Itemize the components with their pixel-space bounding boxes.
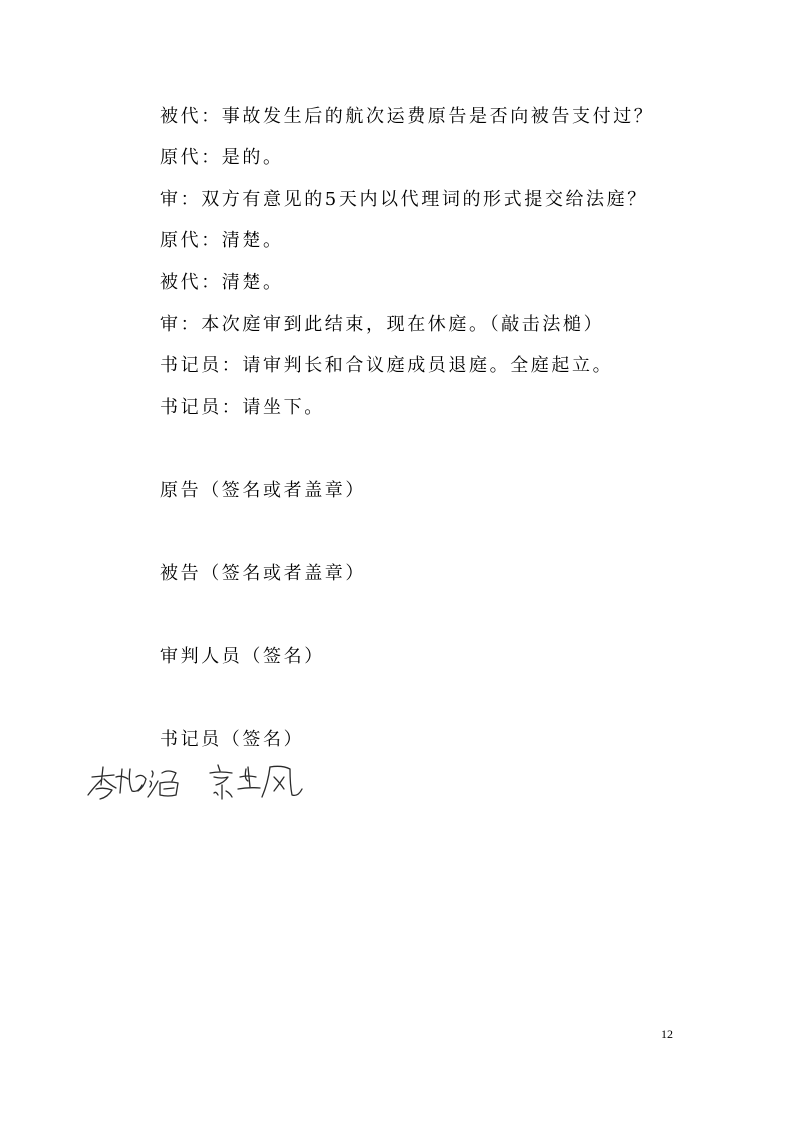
handwritten-signature-2: [210, 765, 302, 799]
judges-signature-label: 审判人员（签名）: [160, 646, 325, 667]
transcript-line-4: 原代：清楚。: [160, 230, 284, 251]
transcript-line-2: 原代：是的。: [160, 147, 284, 168]
plaintiff-signature-label: 原告（签名或者盖章）: [160, 480, 366, 501]
transcript-line-6: 审：本次庭审到此结束，现在休庭。（敲击法槌）: [160, 314, 605, 335]
transcript-line-7: 书记员：请审判长和合议庭成员退庭。全庭起立。: [160, 355, 614, 376]
page-number: 12: [661, 1027, 673, 1041]
transcript-line-3: 审：双方有意见的5天内以代理词的形式提交给法庭？: [160, 189, 648, 210]
transcript-line-1: 被代：事故发生后的航次运费原告是否向被告支付过？: [160, 106, 655, 127]
transcript-line-5: 被代：清楚。: [160, 272, 284, 293]
transcript-line-8: 书记员：请坐下。: [160, 397, 325, 418]
defendant-signature-label: 被告（签名或者盖章）: [160, 563, 366, 584]
handwritten-signature-1: [88, 767, 178, 799]
handwritten-signatures: [86, 755, 326, 805]
clerk-signature-label: 书记员（签名）: [160, 729, 305, 750]
